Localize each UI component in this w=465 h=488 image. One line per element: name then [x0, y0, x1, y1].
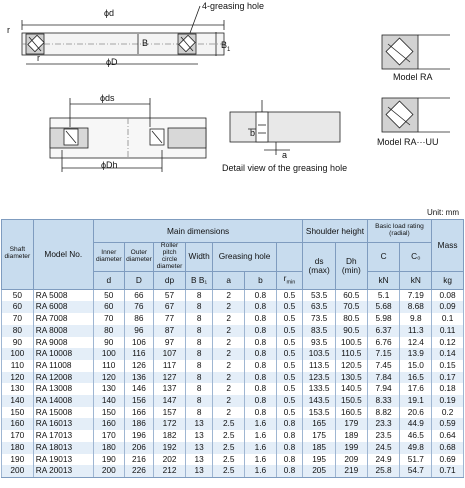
- table-cell: 196: [124, 430, 154, 442]
- table-cell: 9.8: [400, 313, 432, 325]
- table-cell: 117: [154, 360, 186, 372]
- table-cell: 0.5: [276, 337, 302, 349]
- table-cell: 103.5: [303, 348, 336, 360]
- table-cell: 8: [185, 289, 212, 301]
- table-cell: 195: [303, 454, 336, 466]
- table-cell: 185: [303, 442, 336, 454]
- table-row: [2, 454, 464, 466]
- table-cell: 2: [213, 360, 245, 372]
- table-row: [2, 348, 464, 360]
- label-d: ϕd: [104, 8, 115, 18]
- header-inner: Inner diameter: [93, 243, 124, 272]
- table-cell: 113.5: [303, 360, 336, 372]
- table-cell: 0.19: [432, 395, 464, 407]
- table-cell: 60: [2, 301, 34, 313]
- table-row: [2, 289, 464, 301]
- table-cell: RA 17013: [33, 430, 93, 442]
- table-cell: 7.45: [367, 360, 400, 372]
- label-ds: ϕds: [100, 93, 115, 103]
- table-cell: 15.0: [400, 360, 432, 372]
- table-cell: 0.8: [245, 325, 277, 337]
- table-cell: 0.8: [276, 430, 302, 442]
- table-cell: 165: [303, 418, 336, 430]
- table-cell: 107: [154, 348, 186, 360]
- table-cell: 24.5: [367, 442, 400, 454]
- table-cell: 2: [213, 301, 245, 313]
- table-body: [2, 289, 464, 477]
- label-D: ϕD: [106, 57, 118, 67]
- table-cell: 70.5: [336, 301, 368, 313]
- table-cell: 0.14: [432, 348, 464, 360]
- table-cell: 209: [336, 454, 368, 466]
- table-cell: 160: [2, 418, 34, 430]
- table-cell: 53.5: [303, 289, 336, 301]
- table-cell: 0.11: [432, 325, 464, 337]
- table-cell: 110: [93, 360, 124, 372]
- table-cell: 212: [154, 465, 186, 477]
- table-cell: 0.08: [432, 289, 464, 301]
- table-cell: 2: [213, 313, 245, 325]
- header-load: Basic load rating (radial): [367, 220, 431, 243]
- header-roller: Roller pitch circle diameter: [154, 243, 186, 272]
- table-cell: 219: [336, 465, 368, 477]
- table-cell: 8.68: [400, 301, 432, 313]
- table-cell: 1.6: [245, 454, 277, 466]
- table-cell: 216: [124, 454, 154, 466]
- table-cell: 150: [2, 407, 34, 419]
- table-cell: RA 7008: [33, 313, 93, 325]
- header-sym-d: d: [93, 271, 124, 289]
- table-cell: 180: [2, 442, 34, 454]
- unit-label: Unit: mm: [427, 208, 459, 217]
- bearing-drawings: [0, 0, 465, 210]
- table-cell: 60.5: [336, 289, 368, 301]
- table-cell: 0.5: [276, 383, 302, 395]
- table-cell: 19.1: [400, 395, 432, 407]
- table-cell: 182: [154, 430, 186, 442]
- label-r-bottom: r: [37, 53, 40, 63]
- table-cell: 70: [93, 313, 124, 325]
- header-ds: ds (max): [303, 243, 336, 290]
- table-cell: 8: [185, 337, 212, 349]
- table-cell: RA 13008: [33, 383, 93, 395]
- header-greasing: Greasing hole: [213, 243, 276, 272]
- table-cell: 2: [213, 348, 245, 360]
- table-cell: 200: [2, 465, 34, 477]
- table-cell: 0.5: [276, 407, 302, 419]
- table-cell: 2: [213, 407, 245, 419]
- header-blank: [276, 243, 302, 272]
- table-cell: 0.68: [432, 442, 464, 454]
- table-cell: 0.8: [245, 348, 277, 360]
- label-b: b: [250, 128, 256, 138]
- table-cell: 16.5: [400, 372, 432, 384]
- table-cell: 80: [93, 325, 124, 337]
- table-cell: 7.15: [367, 348, 400, 360]
- table-cell: 106: [124, 337, 154, 349]
- table-cell: 8: [185, 360, 212, 372]
- table-cell: 77: [154, 313, 186, 325]
- table-cell: 8: [185, 301, 212, 313]
- table-cell: 205: [303, 465, 336, 477]
- table-cell: 0.12: [432, 337, 464, 349]
- table-cell: RA 16013: [33, 418, 93, 430]
- table-cell: 23.5: [367, 430, 400, 442]
- model-rauu-caption: Model RA···UU: [377, 137, 439, 147]
- table-cell: 7.19: [400, 289, 432, 301]
- header-shaft: Shaft diameter: [2, 220, 34, 290]
- table-cell: RA 20013: [33, 465, 93, 477]
- detail-caption: Detail view of the greasing hole: [222, 163, 348, 173]
- table-cell: 51.7: [400, 454, 432, 466]
- header-outer: Outer diameter: [124, 243, 154, 272]
- table-cell: 90: [2, 337, 34, 349]
- table-row: [2, 337, 464, 349]
- table-cell: 7.94: [367, 383, 400, 395]
- table-cell: 0.17: [432, 372, 464, 384]
- table-cell: 130: [2, 383, 34, 395]
- table-cell: 8: [185, 372, 212, 384]
- table-cell: 226: [124, 465, 154, 477]
- table-cell: 8: [185, 325, 212, 337]
- table-cell: 0.5: [276, 301, 302, 313]
- table-cell: 206: [124, 442, 154, 454]
- table-cell: 137: [154, 383, 186, 395]
- table-cell: 70: [2, 313, 34, 325]
- table-row: [2, 313, 464, 325]
- table-cell: 0.8: [276, 465, 302, 477]
- table-cell: 60: [93, 301, 124, 313]
- table-cell: 110.5: [336, 348, 368, 360]
- table-cell: 143.5: [303, 395, 336, 407]
- table-cell: 175: [303, 430, 336, 442]
- table-cell: 5.1: [367, 289, 400, 301]
- table-cell: 0.8: [245, 337, 277, 349]
- table-cell: 87: [154, 325, 186, 337]
- table-cell: 0.71: [432, 465, 464, 477]
- table-cell: RA 10008: [33, 348, 93, 360]
- table-cell: 126: [124, 360, 154, 372]
- table-cell: 23.3: [367, 418, 400, 430]
- table-cell: 120: [93, 372, 124, 384]
- table-cell: 24.9: [367, 454, 400, 466]
- table-cell: 0.8: [245, 289, 277, 301]
- table-cell: RA 19013: [33, 454, 93, 466]
- table-cell: 97: [154, 337, 186, 349]
- table-cell: 46.5: [400, 430, 432, 442]
- table-cell: 120: [2, 372, 34, 384]
- table-cell: 6.37: [367, 325, 400, 337]
- table-cell: 67: [154, 301, 186, 313]
- header-Dh: Dh (min): [336, 243, 368, 290]
- table-cell: 0.09: [432, 301, 464, 313]
- table-cell: 8: [185, 383, 212, 395]
- table-cell: 13.9: [400, 348, 432, 360]
- header-sym-b: b: [245, 271, 277, 289]
- table-row: [2, 301, 464, 313]
- table-cell: 17.6: [400, 383, 432, 395]
- table-row: [2, 442, 464, 454]
- table-cell: 100: [2, 348, 34, 360]
- header-width: Width: [185, 243, 212, 272]
- label-greasing-hole: 4-greasing hole: [202, 1, 265, 11]
- table-cell: 25.8: [367, 465, 400, 477]
- header-sym-B: B B₁: [185, 271, 212, 289]
- table-cell: RA 6008: [33, 301, 93, 313]
- header-model: Model No.: [33, 220, 93, 290]
- table-cell: 160.5: [336, 407, 368, 419]
- table-cell: 8.33: [367, 395, 400, 407]
- table-cell: 20.6: [400, 407, 432, 419]
- table-cell: 8: [185, 348, 212, 360]
- table-cell: 0.8: [276, 418, 302, 430]
- table-cell: 13: [185, 465, 212, 477]
- table-cell: 50: [2, 289, 34, 301]
- table-cell: 153.5: [303, 407, 336, 419]
- table-cell: RA 15008: [33, 407, 93, 419]
- table-cell: 93.5: [303, 337, 336, 349]
- table-cell: 0.8: [245, 360, 277, 372]
- header-mass: Mass: [432, 220, 464, 272]
- table-cell: 13: [185, 442, 212, 454]
- specifications-table: [1, 219, 464, 478]
- table-cell: 57: [154, 289, 186, 301]
- table-cell: 130: [93, 383, 124, 395]
- table-cell: 2.5: [213, 418, 245, 430]
- table-cell: 76: [124, 301, 154, 313]
- table-cell: 147: [154, 395, 186, 407]
- table-cell: RA 12008: [33, 372, 93, 384]
- table-cell: 2.5: [213, 442, 245, 454]
- table-cell: 12.4: [400, 337, 432, 349]
- table-cell: 0.15: [432, 360, 464, 372]
- header-unit-kg: kg: [432, 271, 464, 289]
- table-cell: 90: [93, 337, 124, 349]
- table-cell: 1.6: [245, 442, 277, 454]
- table-cell: 120.5: [336, 360, 368, 372]
- table-cell: RA 14008: [33, 395, 93, 407]
- table-cell: 100: [93, 348, 124, 360]
- table-cell: 140.5: [336, 383, 368, 395]
- table-cell: 116: [124, 348, 154, 360]
- table-cell: 8: [185, 313, 212, 325]
- table-cell: 156: [124, 395, 154, 407]
- table-cell: 0.5: [276, 348, 302, 360]
- table-cell: 0.8: [276, 454, 302, 466]
- table-cell: 199: [336, 442, 368, 454]
- header-C: C: [367, 243, 400, 272]
- table-cell: 2: [213, 372, 245, 384]
- table-cell: 0.5: [276, 395, 302, 407]
- table-row: [2, 418, 464, 430]
- table-row: [2, 325, 464, 337]
- table-cell: 146: [124, 383, 154, 395]
- header-sym-a: a: [213, 271, 245, 289]
- table-cell: 96: [124, 325, 154, 337]
- table-cell: 0.1: [432, 313, 464, 325]
- table-cell: 54.7: [400, 465, 432, 477]
- table-cell: 190: [93, 454, 124, 466]
- table-cell: 66: [124, 289, 154, 301]
- table-cell: 0.8: [245, 313, 277, 325]
- table-row: [2, 407, 464, 419]
- table-cell: 90.5: [336, 325, 368, 337]
- table-cell: 0.5: [276, 360, 302, 372]
- table-cell: 100.5: [336, 337, 368, 349]
- table-cell: 0.8: [245, 372, 277, 384]
- table-cell: 0.5: [276, 313, 302, 325]
- table-cell: 123.5: [303, 372, 336, 384]
- header-sym-D: D: [124, 271, 154, 289]
- table-cell: 5.68: [367, 301, 400, 313]
- table-cell: 2: [213, 325, 245, 337]
- table-cell: 86: [124, 313, 154, 325]
- table-cell: 157: [154, 407, 186, 419]
- table-cell: 83.5: [303, 325, 336, 337]
- table-cell: 110: [2, 360, 34, 372]
- header-sym-r: $r_{min}$: [276, 271, 302, 289]
- table-cell: 150: [93, 407, 124, 419]
- table-cell: 1.6: [245, 418, 277, 430]
- table-cell: 8: [185, 407, 212, 419]
- table-cell: 0.69: [432, 454, 464, 466]
- table-row: [2, 383, 464, 395]
- table-cell: 192: [154, 442, 186, 454]
- table-cell: 13: [185, 430, 212, 442]
- table-cell: 44.9: [400, 418, 432, 430]
- table-cell: 11.3: [400, 325, 432, 337]
- table-cell: 200: [93, 465, 124, 477]
- table-cell: 6.76: [367, 337, 400, 349]
- table-cell: 2: [213, 289, 245, 301]
- table-cell: 180: [93, 442, 124, 454]
- table-cell: 0.5: [276, 289, 302, 301]
- table-cell: 202: [154, 454, 186, 466]
- table-cell: 2.5: [213, 465, 245, 477]
- table-cell: 0.8: [276, 442, 302, 454]
- table-cell: 49.8: [400, 442, 432, 454]
- table-cell: 170: [2, 430, 34, 442]
- table-cell: 1.6: [245, 465, 277, 477]
- table-cell: RA 8008: [33, 325, 93, 337]
- table-cell: 0.8: [245, 301, 277, 313]
- table-cell: 179: [336, 418, 368, 430]
- label-Dh: ϕDh: [101, 160, 118, 170]
- table-cell: 5.98: [367, 313, 400, 325]
- header-sym-dp: dp: [154, 271, 186, 289]
- table-cell: 0.8: [245, 407, 277, 419]
- table-cell: RA 9008: [33, 337, 93, 349]
- table-cell: RA 5008: [33, 289, 93, 301]
- table-cell: 0.8: [245, 395, 277, 407]
- table-cell: 136: [124, 372, 154, 384]
- table-cell: 63.5: [303, 301, 336, 313]
- table-cell: 0.18: [432, 383, 464, 395]
- table-cell: 133.5: [303, 383, 336, 395]
- table-cell: 0.5: [276, 325, 302, 337]
- table-cell: 0.64: [432, 430, 464, 442]
- table-cell: 0.59: [432, 418, 464, 430]
- drawings-area: [0, 0, 465, 210]
- table-cell: 80.5: [336, 313, 368, 325]
- header-C0: C₀: [400, 243, 432, 272]
- table-cell: 0.2: [432, 407, 464, 419]
- table-cell: 1.6: [245, 430, 277, 442]
- table-cell: 172: [154, 418, 186, 430]
- table-cell: 73.5: [303, 313, 336, 325]
- table-cell: 130.5: [336, 372, 368, 384]
- header-unit-kN-C: kN: [367, 271, 400, 289]
- table-cell: 160: [93, 418, 124, 430]
- table-cell: 13: [185, 454, 212, 466]
- table-cell: 8: [185, 395, 212, 407]
- table-cell: 13: [185, 418, 212, 430]
- table-cell: 0.5: [276, 372, 302, 384]
- table-row: [2, 430, 464, 442]
- table-cell: 50: [93, 289, 124, 301]
- table-row: [2, 360, 464, 372]
- table-cell: 127: [154, 372, 186, 384]
- label-a: a: [282, 150, 288, 160]
- table-cell: 7.84: [367, 372, 400, 384]
- table-cell: 166: [124, 407, 154, 419]
- table-cell: 186: [124, 418, 154, 430]
- model-ra-caption: Model RA: [393, 72, 433, 82]
- header-shoulder: Shoulder height: [303, 220, 367, 243]
- table-cell: 8.82: [367, 407, 400, 419]
- table-cell: 150.5: [336, 395, 368, 407]
- table-cell: 2: [213, 337, 245, 349]
- label-B: B: [142, 38, 149, 48]
- table-cell: 2: [213, 395, 245, 407]
- table-row: [2, 395, 464, 407]
- table-cell: 2: [213, 383, 245, 395]
- table-cell: RA 11008: [33, 360, 93, 372]
- table-row: [2, 465, 464, 477]
- header-unit-kN-C0: kN: [400, 271, 432, 289]
- table-cell: 0.8: [245, 383, 277, 395]
- table-cell: 189: [336, 430, 368, 442]
- table-cell: 140: [93, 395, 124, 407]
- header-main-dimensions: Main dimensions: [93, 220, 302, 243]
- table-cell: 80: [2, 325, 34, 337]
- table-cell: 2.5: [213, 430, 245, 442]
- label-B1: $B_1$: [221, 40, 231, 53]
- table-cell: RA 18013: [33, 442, 93, 454]
- table-cell: 190: [2, 454, 34, 466]
- label-r-top: r: [7, 25, 10, 35]
- table-row: [2, 372, 464, 384]
- table-cell: 2.5: [213, 454, 245, 466]
- table-cell: 140: [2, 395, 34, 407]
- table-cell: 170: [93, 430, 124, 442]
